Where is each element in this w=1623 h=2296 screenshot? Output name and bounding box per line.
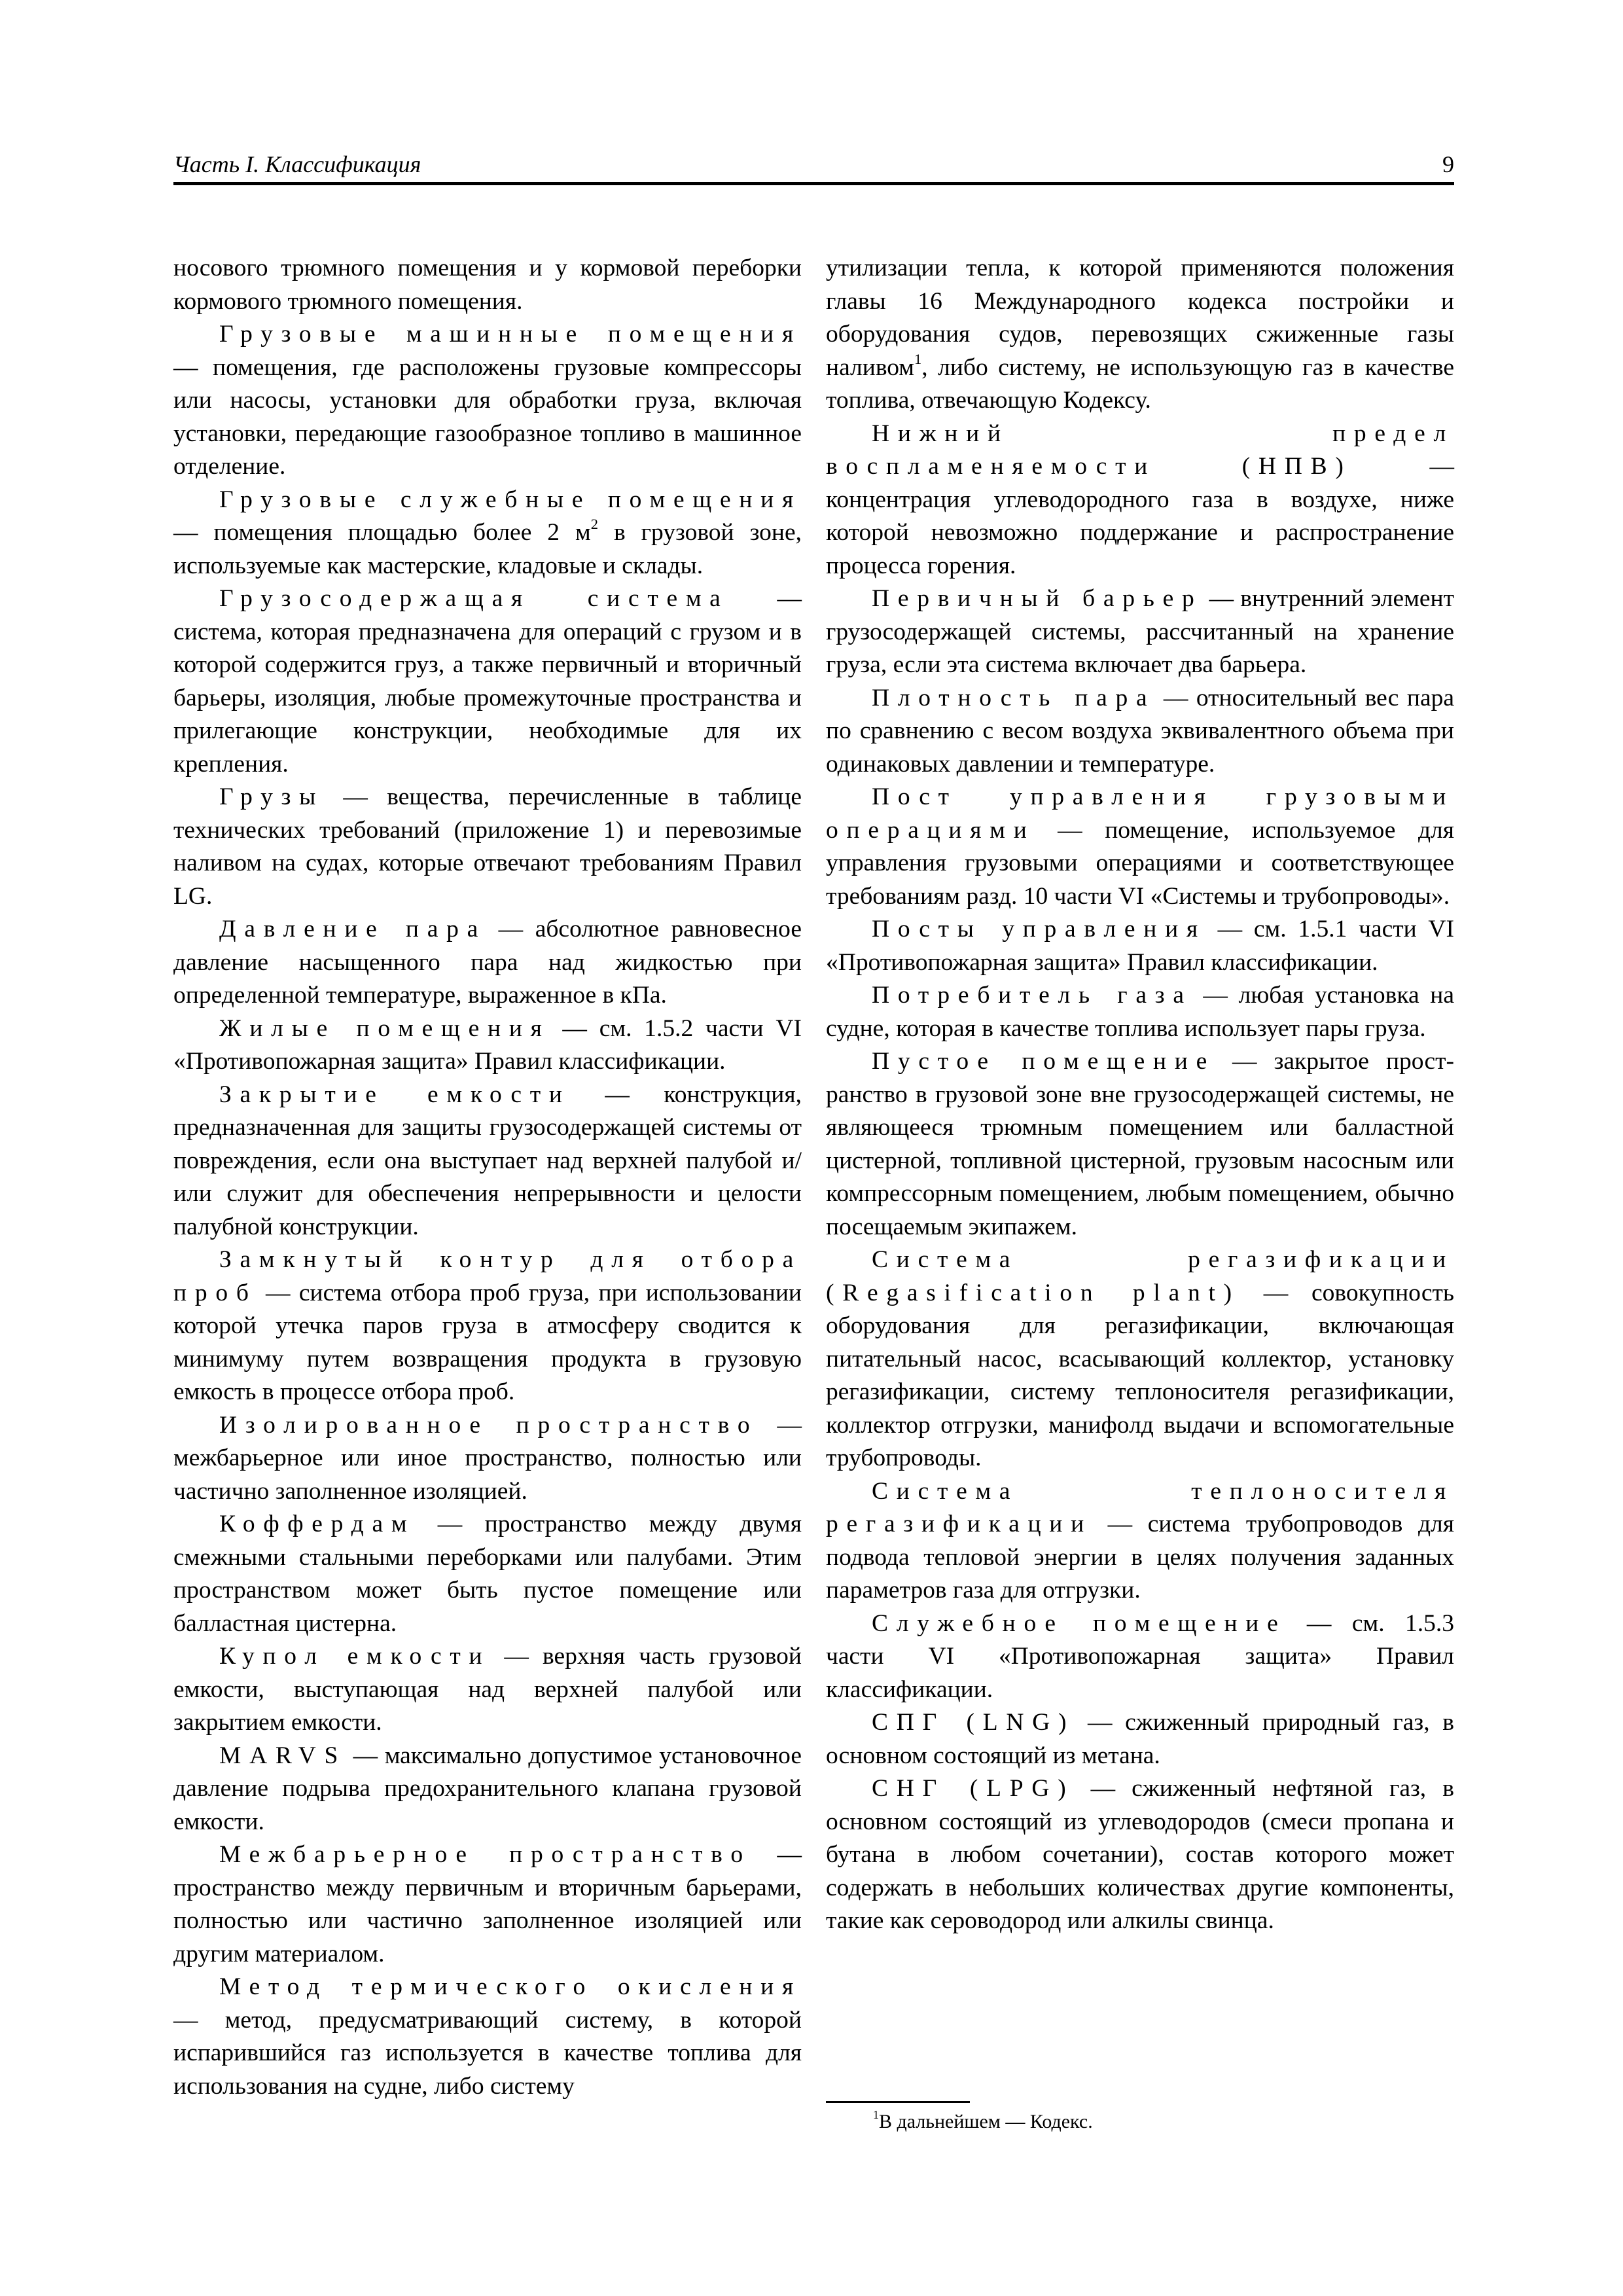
definition-term: Межбарьерное пространство <box>219 1841 751 1868</box>
definition-term: Пустое помещение <box>872 1048 1216 1075</box>
definition-term: Плотность пара <box>872 684 1156 711</box>
definition-term: Нижний предел воспламеняемости (НПВ) <box>826 420 1454 480</box>
definition-term: MARVS <box>219 1742 347 1769</box>
definition-term: Потребитель газа <box>872 982 1192 1009</box>
footnote-text: В дальнейшем — Кодекс. <box>879 2111 1093 2132</box>
definition-term: Посты управления <box>872 916 1206 942</box>
definition-term: Коффердам <box>219 1511 416 1537</box>
page-header <box>173 143 1454 185</box>
footnote-separator <box>826 2101 970 2103</box>
definition-paragraph: Закрытие емкости — конструкция, предназначенная для защиты грузосодержащей системы от повреждения, если она выступает над верхней палубой и/или служит для обеспечения непрерывности и целости палубной конструкции. <box>173 1081 802 1240</box>
definition-paragraph: утилизации тепла, к которой применяются положения главы 16 Международного кодекса постройки и оборудования судов, перевозящих сжиженные газы наливом$^1$, либо систему, не использующую газ в качестве топлива, отвечающую Кодексу. <box>826 255 1454 414</box>
definition-paragraph: Грузы — вещества, перечисленные в таблице технических требований (приложение 1) и перевозимые наливом на судах, которые отвечают требованиям Правил LG. <box>173 783 802 910</box>
definition-term: Первичный барьер <box>872 585 1203 612</box>
definition-paragraph: Коффердам — пространство между двумя смежными стальными переборками или палубами. Этим пространством может быть пустое помещение или балластная цистерна. <box>173 1511 802 1637</box>
definition-paragraph: Плотность пара — относительный вес пара по сравнению с весом воздуха эквивалентного объема при одинаковых давлении и температуре. <box>826 684 1455 778</box>
definition-paragraph: Купол емкости — верхняя часть грузовой емкости, выступающая над верхней палубой или закрытием емкости. <box>173 1643 802 1736</box>
definition-paragraph: СНГ (LPG) — сжиженный нефтяной газ, в основном состоящий из углеводородов (смеси пропана и бутана в любом сочетании), состав которого может содержать в небольших количествах другие компоненты, такие как сероводород или алкилы свинца. <box>826 1775 1454 1934</box>
footnote-marker: 1 <box>873 2108 879 2122</box>
definition-paragraph: Замкнутый контур для отбора проб — система отбора проб груза, при использовании которой утечка паров груза в атмосферу сводится к минимуму путем возвращения продукта в грузовую емкость в процессе отбора проб. <box>173 1246 802 1405</box>
definition-term: Грузосодержащая система <box>219 585 729 612</box>
definition-term: СНГ (LPG) <box>872 1775 1075 1802</box>
footnote <box>873 2109 1093 2135</box>
definition-term: Замкнутый контур для отбора проб <box>173 1246 802 1306</box>
definition-term: Система теплоносителя регазификации <box>826 1477 1454 1537</box>
definition-term: Изолированное пространство <box>219 1411 758 1439</box>
page-number: 9 <box>1442 151 1454 177</box>
definition-paragraph: Жилые помещения — см. 1.5.2 части VI «Противопожарная защита» Правил классификации. <box>173 1014 802 1075</box>
definition-term: СПГ (LNG) <box>872 1709 1075 1736</box>
definition-paragraph: Грузовые служебные помещения — помещения площадью более 2 $м^2$ в грузовой зоне, используемые как мастерские, кладовые и склады. <box>173 486 802 579</box>
definition-paragraph: Первичный барьер — внутренний элемент грузосодержащей системы, рассчитанный на хранение груза, если эта система включает два барьера. <box>826 585 1454 678</box>
definition-paragraph: Нижний предел воспламеняемости (НПВ) — концентрация углеводородного газа в воздухе, ниже которой невозможно поддержание и распространение процесса горения. <box>826 420 1454 579</box>
definition-term: Закрытие емкости <box>219 1081 571 1108</box>
right-column <box>826 252 1454 1938</box>
definition-paragraph: Система регазификации (Regasification plant) — совокупность оборудования для регазификации, включающая питательный насос, всасывающий коллектор, установку регазификации, систему теплоносителя регазификации, коллектор отгрузки, манифолд выдачи и вспомогательные трубопроводы. <box>826 1246 1454 1471</box>
definition-paragraph: Грузосодержащая система — система, которая предназначена для операций с грузом и в которой содержится груз, а также первичный и вторичный барьеры, изоляция, любые промежуточные пространства и прилегающие конструкции, необходимые для их крепления. <box>173 585 802 778</box>
definition-term: Грузовые служебные помещения <box>219 486 802 513</box>
definition-paragraph: СПГ (LNG) — сжиженный природный газ, в основном состоящий из метана. <box>826 1709 1454 1769</box>
definition-term: Давление пара <box>219 916 487 942</box>
footnote-reference: 1 <box>914 350 922 367</box>
definition-paragraph: носового трюмного помещения и у кормовой переборки кормового трюмного помещения. <box>173 255 802 315</box>
definition-paragraph: Изолированное пространство — межбарьерное или иное пространство, полностью или частично заполненное изоляцией. <box>173 1411 802 1505</box>
definition-paragraph: Пустое помещение — закрытое пространство в грузовой зоне вне грузосодержащей системы, не являющееся трюмным помещением или балластной цистерной, топливной цистерной, грузовым насосным или компрессорным помещением, любым помещением, обычно посещаемым экипажем. <box>826 1048 1454 1240</box>
definition-paragraph: Служебное помещение — см. 1.5.3 части VI «Противопожарная защита» Правил классификации. <box>826 1609 1455 1703</box>
definition-term: Служебное помещение <box>872 1609 1287 1637</box>
definition-term: Купол емкости <box>219 1643 491 1670</box>
definition-paragraph: MARVS — максимально допустимое установочное давление подрыва предохранительного клапана грузовой емкости. <box>173 1742 802 1835</box>
definition-paragraph: Потребитель газа — любая установка на судне, которая в качестве топлива использует пары груза. <box>826 982 1454 1042</box>
definition-term: Пост управления грузовыми операциями <box>826 783 1454 844</box>
definition-term: Грузы <box>219 783 325 810</box>
left-column <box>173 252 802 2103</box>
definition-paragraph: Метод термического окисления — метод, предусматривающий систему, в которой испарившийся газ используется в качестве топлива для использования на судне, либо систему <box>173 1973 802 2100</box>
definition-term: Жилые помещения <box>219 1014 550 1042</box>
definition-paragraph: Система теплоносителя регазификации — система трубопроводов для подвода тепловой энергии в целях получения заданных параметров газа для отгрузки. <box>826 1477 1454 1604</box>
definition-paragraph: Межбарьерное пространство — пространство между первичным и вторичным барьерами, полностью или частично заполненное изоляцией или другим материалом. <box>173 1841 802 1967</box>
definition-paragraph: Пост управления грузовыми операциями — помещение, используемое для управления грузовыми операциями и соответствующее требованиям разд. 10 части VI «Системы и трубопроводы». <box>826 783 1454 910</box>
definition-term: Грузовые машинные помещения <box>219 321 802 348</box>
definition-term: Метод термического окисления <box>219 1973 802 2000</box>
definition-term: Система регазификации (Regasification plant) <box>826 1246 1454 1306</box>
definition-paragraph: Посты управления — см. 1.5.1 части VI «Противопожарная защита» Правил классификации. <box>826 916 1454 976</box>
definition-paragraph: Грузовые машинные помещения — помещения, где расположены грузовые компрессоры или насосы, установки для обработки груза, включая установки, передающие газообразное топливо в машинное отделение. <box>173 321 802 480</box>
definition-paragraph: Давление пара — абсолютное равновесное давление насыщенного пара над жидкостью при определенной температуре, выраженное в кПа. <box>173 916 802 1009</box>
running-title: Часть I. Классификация <box>173 151 421 177</box>
